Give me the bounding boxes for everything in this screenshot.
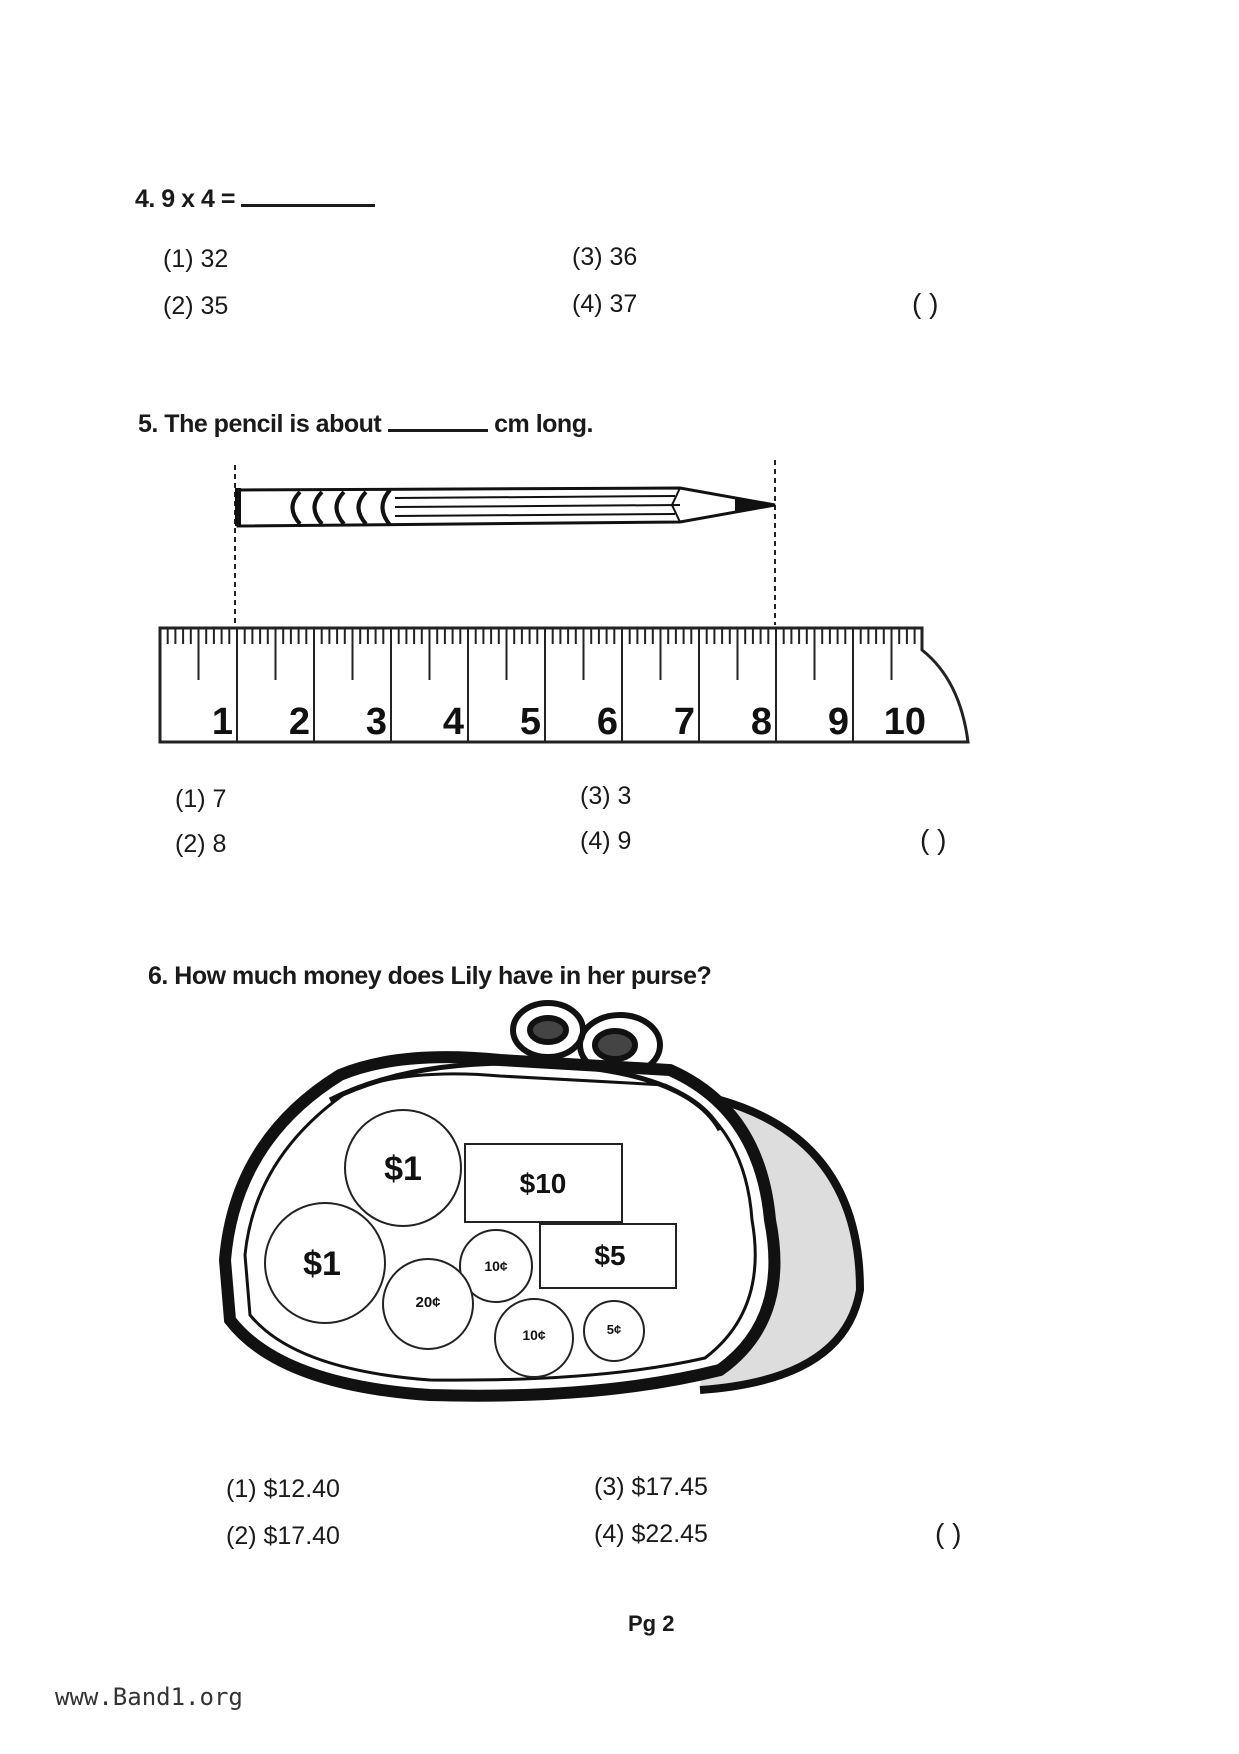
footer-url: www.Band1.org [55, 1683, 243, 1711]
q5-question-start: 5. The pencil is about [138, 410, 382, 438]
coin-20-cents-label: 20¢ [415, 1294, 441, 1311]
ruler-label: 9 [827, 701, 849, 743]
q6-question: 6. How much money does Lily have in her purse? [148, 962, 712, 990]
q6-option-2[interactable]: (2) $17.40 [226, 1522, 340, 1550]
purse-figure [0, 990, 1239, 1430]
ruler-label: 4 [442, 701, 464, 743]
ruler-label: 7 [673, 701, 695, 743]
ruler-label: 2 [288, 701, 310, 743]
coin-10-cents-top-label: 10¢ [484, 1258, 508, 1274]
q4-option-1[interactable]: (1) 32 [163, 245, 229, 273]
q5-option-1[interactable]: (1) 7 [175, 785, 227, 813]
q5-option-4[interactable]: (4) 9 [580, 827, 632, 855]
note-5-dollar-label: $5 [594, 1240, 626, 1271]
coin-1-dollar-top-label: $1 [384, 1150, 422, 1188]
coin-5-cents-label: 5¢ [606, 1322, 622, 1337]
ruler-label: 3 [365, 701, 387, 743]
q5-option-3[interactable]: (3) 3 [580, 782, 632, 810]
pencil-icon [238, 488, 775, 526]
ruler-label: 5 [519, 701, 541, 743]
q4-option-4[interactable]: (4) 37 [572, 290, 638, 318]
q4-option-3[interactable]: (3) 36 [572, 243, 638, 271]
ruler-label: 8 [750, 701, 772, 743]
page-number: Pg 2 [628, 1611, 675, 1636]
q6-answer-box[interactable]: ( ) [935, 1518, 962, 1549]
q4-answer-box[interactable]: ( ) [912, 288, 939, 319]
q4-question-text: 4. 9 x 4 = [135, 185, 235, 213]
note-10-dollar-label: $10 [519, 1168, 567, 1199]
coin-10-cents-bottom-label: 10¢ [522, 1327, 546, 1343]
ruler-label: 10 [883, 701, 926, 743]
q6-option-4[interactable]: (4) $22.45 [594, 1520, 708, 1548]
q6-option-3[interactable]: (3) $17.45 [594, 1473, 708, 1501]
ruler-label: 1 [211, 701, 233, 743]
q5-option-2[interactable]: (2) 8 [175, 830, 227, 858]
q4-option-2[interactable]: (2) 35 [163, 292, 229, 320]
q6-option-1[interactable]: (1) $12.40 [226, 1475, 340, 1503]
q5-question-end: cm long. [494, 410, 593, 438]
coin-1-dollar-left-label: $1 [303, 1245, 341, 1283]
q5-answer-box[interactable]: ( ) [920, 824, 947, 855]
ruler-label: 6 [596, 701, 618, 743]
pencil-ruler-figure [0, 0, 1239, 760]
